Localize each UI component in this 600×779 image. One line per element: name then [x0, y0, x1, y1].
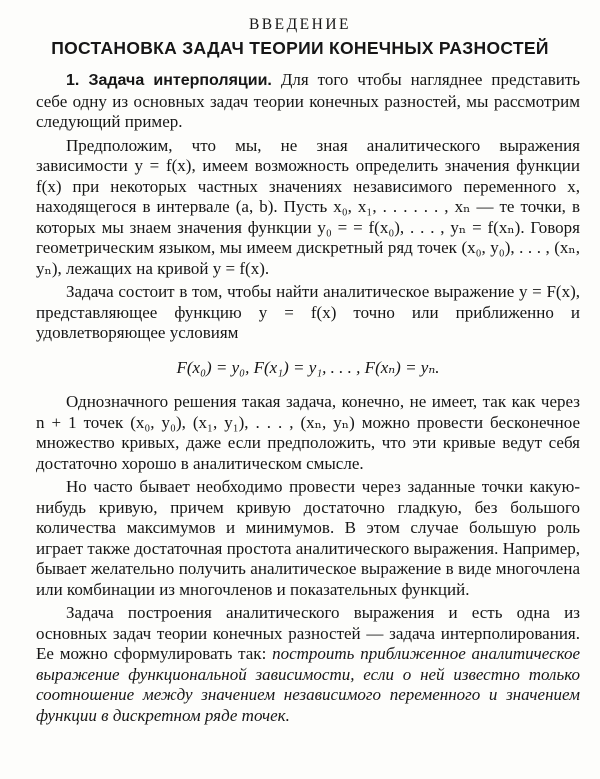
- formula-text: F(x₀) = y₀, F(x₁) = y₁, . . . , F(xₙ) = yₙ.: [176, 357, 440, 377]
- body-text: [36, 70, 580, 726]
- section-heading: 1. Задача интерполяции.: [66, 72, 272, 89]
- paragraph-6: [36, 603, 580, 726]
- paragraph-6-lead: Задача построения аналитического выражения и есть одна из основных задач теории конечных разностей — задача интерполирования. Ее можно сформулировать так:: [36, 603, 580, 663]
- formula: [36, 358, 580, 379]
- paragraph-4: Однозначного решения такая задача, конечно, не имеет, так как через n + 1 точек (x₀, y₀), (x₁, y₁), . . . , (xₙ, yₙ) можно провести бесконечное множество кривых, даже если предположить, что эти кривые ведут себя достаточно хорошо в аналитическом смысле.: [36, 392, 580, 473]
- chapter-heading: ВВЕДЕНИЕ: [248, 16, 352, 33]
- paragraph-2: Предположим, что мы, не зная аналитического выражения зависимости y = f(x), имеем возможность определить значения функции f(x) при некоторых частных значениях независимого переменного x, находящегося в интервале (a, b). Пусть x₀, x₁, . . . . . . , xₙ — те точки, в которых мы знаем значения функции y₀ = = f(x₀), . . . , yₙ = f(xₙ). Говоря геометрическим языком, мы имеем дискретный ряд точек (x₀, y₀), . . . , (xₙ, yₙ), лежащих на кривой y = f(x).: [36, 135, 580, 278]
- paragraph-5: Но часто бывает необходимо провести через заданные точки какую-нибудь кривую, причем кривую достаточно гладкую, без большого количества максимумов и минимумов. В этом случае большую роль играет также достаточная простота аналитического выражения. Например, бывает желательно получить аналитическое выражение в виде многочлена или комбинации из многочленов и показательных функций.: [36, 477, 580, 599]
- paragraph-3: Задача состоит в том, чтобы найти аналитическое выражение y = F(x), представляющее функцию y = f(x) точно или приближенно и удовлетворяющее условиям: [36, 282, 580, 342]
- paragraph-intro: [36, 70, 580, 133]
- paragraph-1-text: Для того чтобы нагляднее представить себе одну из основных задач теории конечных разностей, мы рассмотрим следующий пример.: [36, 70, 581, 131]
- problem-statement: построить приближенное аналитическое выражение функциональной зависимости, если о ней известно только соотношение между значением независимого переменного и значением функции в дискретном ряде точек.: [36, 644, 581, 725]
- page-title: ПОСТАНОВКА ЗАДАЧ ТЕОРИИ КОНЕЧНЫХ РАЗНОСТЕЙ: [51, 38, 549, 58]
